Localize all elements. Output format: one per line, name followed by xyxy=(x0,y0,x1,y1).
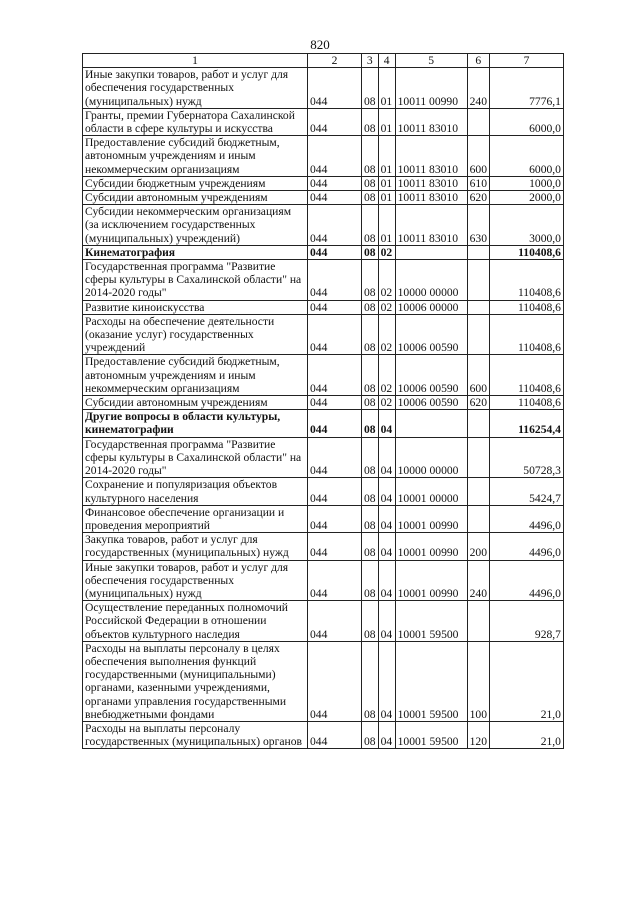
row-amount-cell: 6000,0 xyxy=(489,108,563,135)
row-target-cell: 10011 83010 xyxy=(395,136,467,177)
row-code-cell: 044 xyxy=(308,108,362,135)
row-code-cell: 044 xyxy=(308,533,362,560)
row-subsection-cell: 02 xyxy=(378,300,395,314)
row-section-cell: 08 xyxy=(362,560,379,601)
row-subsection-cell: 04 xyxy=(378,410,395,437)
table-header-row xyxy=(83,54,564,68)
row-kind-cell xyxy=(467,245,489,259)
table-row xyxy=(83,245,564,259)
row-code-cell: 044 xyxy=(308,437,362,478)
row-name-cell: Расходы на обеспечение деятельности (оказание услуг) государственных учреждений xyxy=(83,314,308,355)
row-name-cell: Финансовое обеспечение организации и проведения мероприятий xyxy=(83,505,308,532)
table-row xyxy=(83,721,564,748)
row-subsection-cell: 01 xyxy=(378,176,395,190)
row-section-cell: 08 xyxy=(362,641,379,721)
row-amount-cell: 4496,0 xyxy=(489,560,563,601)
row-subsection-cell: 02 xyxy=(378,314,395,355)
table-row xyxy=(83,260,564,301)
row-section-cell: 08 xyxy=(362,505,379,532)
row-kind-cell xyxy=(467,478,489,505)
row-code-cell: 044 xyxy=(308,355,362,396)
row-target-cell: 10006 00590 xyxy=(395,314,467,355)
row-name-cell: Государственная программа "Развитие сферы культуры в Сахалинской области" на 2014-2020 годы" xyxy=(83,437,308,478)
row-name-cell: Гранты, премии Губернатора Сахалинской области в сфере культуры и искусства xyxy=(83,108,308,135)
row-subsection-cell: 02 xyxy=(378,396,395,410)
row-code-cell: 044 xyxy=(308,136,362,177)
row-subsection-cell: 01 xyxy=(378,68,395,109)
row-name-cell: Закупка товаров, работ и услуг для государственных (муниципальных) нужд xyxy=(83,533,308,560)
row-target-cell: 10011 00990 xyxy=(395,68,467,109)
table-row xyxy=(83,560,564,601)
row-amount-cell: 116254,4 xyxy=(489,410,563,437)
row-name-cell: Субсидии бюджетным учреждениям xyxy=(83,176,308,190)
row-target-cell: 10001 59500 xyxy=(395,601,467,642)
table-row xyxy=(83,410,564,437)
table-row xyxy=(83,533,564,560)
row-target-cell: 10000 00000 xyxy=(395,260,467,301)
row-name-cell: Субсидии автономным учреждениям xyxy=(83,191,308,205)
row-kind-cell: 610 xyxy=(467,176,489,190)
table-row xyxy=(83,300,564,314)
row-subsection-cell: 02 xyxy=(378,355,395,396)
row-code-cell: 044 xyxy=(308,396,362,410)
column-header: 1 xyxy=(83,54,308,68)
row-code-cell: 044 xyxy=(308,260,362,301)
row-code-cell: 044 xyxy=(308,68,362,109)
row-subsection-cell: 02 xyxy=(378,260,395,301)
row-target-cell: 10011 83010 xyxy=(395,176,467,190)
column-header: 6 xyxy=(467,54,489,68)
row-amount-cell: 6000,0 xyxy=(489,136,563,177)
row-code-cell: 044 xyxy=(308,478,362,505)
row-subsection-cell: 04 xyxy=(378,437,395,478)
row-kind-cell: 630 xyxy=(467,205,489,246)
row-kind-cell: 620 xyxy=(467,396,489,410)
row-amount-cell: 4496,0 xyxy=(489,505,563,532)
row-target-cell: 10000 00000 xyxy=(395,437,467,478)
row-target-cell: 10001 59500 xyxy=(395,641,467,721)
row-code-cell: 044 xyxy=(308,176,362,190)
row-code-cell: 044 xyxy=(308,601,362,642)
table-row xyxy=(83,478,564,505)
row-amount-cell: 3000,0 xyxy=(489,205,563,246)
row-kind-cell: 600 xyxy=(467,136,489,177)
row-name-cell: Расходы на выплаты персоналу государственных (муниципальных) органов xyxy=(83,721,308,748)
row-section-cell: 08 xyxy=(362,601,379,642)
row-target-cell: 10001 00000 xyxy=(395,478,467,505)
row-target-cell xyxy=(395,410,467,437)
row-section-cell: 08 xyxy=(362,108,379,135)
table-row xyxy=(83,641,564,721)
table-row xyxy=(83,601,564,642)
row-name-cell: Кинематография xyxy=(83,245,308,259)
row-section-cell: 08 xyxy=(362,533,379,560)
row-target-cell: 10011 83010 xyxy=(395,191,467,205)
column-header: 2 xyxy=(308,54,362,68)
row-code-cell: 044 xyxy=(308,410,362,437)
row-kind-cell xyxy=(467,260,489,301)
row-target-cell: 10006 00590 xyxy=(395,396,467,410)
row-amount-cell: 4496,0 xyxy=(489,533,563,560)
row-amount-cell: 5424,7 xyxy=(489,478,563,505)
row-section-cell: 08 xyxy=(362,205,379,246)
row-name-cell: Другие вопросы в области культуры, кинематографии xyxy=(83,410,308,437)
row-kind-cell xyxy=(467,437,489,478)
row-kind-cell xyxy=(467,410,489,437)
row-amount-cell: 110408,6 xyxy=(489,300,563,314)
row-kind-cell xyxy=(467,108,489,135)
row-amount-cell: 110408,6 xyxy=(489,396,563,410)
row-code-cell: 044 xyxy=(308,560,362,601)
row-kind-cell xyxy=(467,300,489,314)
table-row xyxy=(83,191,564,205)
row-amount-cell: 110408,6 xyxy=(489,314,563,355)
row-kind-cell: 100 xyxy=(467,641,489,721)
row-kind-cell: 200 xyxy=(467,533,489,560)
row-subsection-cell: 01 xyxy=(378,136,395,177)
row-subsection-cell: 04 xyxy=(378,560,395,601)
row-name-cell: Иные закупки товаров, работ и услуг для обеспечения государственных (муниципальных) нужд xyxy=(83,560,308,601)
row-section-cell: 08 xyxy=(362,396,379,410)
row-amount-cell: 2000,0 xyxy=(489,191,563,205)
row-kind-cell: 600 xyxy=(467,355,489,396)
column-header: 7 xyxy=(489,54,563,68)
row-target-cell: 10001 00990 xyxy=(395,560,467,601)
row-amount-cell: 50728,3 xyxy=(489,437,563,478)
row-section-cell: 08 xyxy=(362,355,379,396)
row-subsection-cell: 02 xyxy=(378,245,395,259)
row-subsection-cell: 04 xyxy=(378,601,395,642)
row-target-cell: 10001 59500 xyxy=(395,721,467,748)
row-section-cell: 08 xyxy=(362,410,379,437)
table-row xyxy=(83,396,564,410)
row-target-cell xyxy=(395,245,467,259)
row-name-cell: Осуществление переданных полномочий Российской Федерации в отношении объектов культурного наследия xyxy=(83,601,308,642)
table-row xyxy=(83,68,564,109)
row-amount-cell: 110408,6 xyxy=(489,245,563,259)
row-subsection-cell: 01 xyxy=(378,191,395,205)
row-subsection-cell: 04 xyxy=(378,505,395,532)
row-subsection-cell: 04 xyxy=(378,478,395,505)
row-name-cell: Сохранение и популяризация объектов культурного населения xyxy=(83,478,308,505)
row-kind-cell xyxy=(467,601,489,642)
row-code-cell: 044 xyxy=(308,205,362,246)
row-amount-cell: 928,7 xyxy=(489,601,563,642)
table-body xyxy=(83,68,564,749)
row-subsection-cell: 04 xyxy=(378,533,395,560)
row-name-cell: Предоставление субсидий бюджетным, автономным учреждениям и иным некоммерческим организациям xyxy=(83,355,308,396)
row-amount-cell: 21,0 xyxy=(489,721,563,748)
row-name-cell: Иные закупки товаров, работ и услуг для обеспечения государственных (муниципальных) нужд xyxy=(83,68,308,109)
row-section-cell: 08 xyxy=(362,478,379,505)
row-amount-cell: 110408,6 xyxy=(489,355,563,396)
row-subsection-cell: 01 xyxy=(378,108,395,135)
table-row xyxy=(83,314,564,355)
row-section-cell: 08 xyxy=(362,260,379,301)
row-amount-cell: 7776,1 xyxy=(489,68,563,109)
row-amount-cell: 1000,0 xyxy=(489,176,563,190)
row-subsection-cell: 04 xyxy=(378,641,395,721)
table-row xyxy=(83,205,564,246)
row-code-cell: 044 xyxy=(308,191,362,205)
row-target-cell: 10011 83010 xyxy=(395,108,467,135)
row-name-cell: Развитие киноискусства xyxy=(83,300,308,314)
table-row xyxy=(83,108,564,135)
row-target-cell: 10011 83010 xyxy=(395,205,467,246)
row-name-cell: Расходы на выплаты персоналу в целях обеспечения выполнения функций государственными (муниципальными) органами, казенными учреждениями, органами управления государственными внебюджетными фондами xyxy=(83,641,308,721)
row-section-cell: 08 xyxy=(362,245,379,259)
row-name-cell: Субсидии автономным учреждениям xyxy=(83,396,308,410)
row-subsection-cell: 04 xyxy=(378,721,395,748)
budget-table xyxy=(82,53,564,749)
row-target-cell: 10006 00000 xyxy=(395,300,467,314)
row-kind-cell: 240 xyxy=(467,560,489,601)
row-target-cell: 10001 00990 xyxy=(395,505,467,532)
table-row xyxy=(83,136,564,177)
row-code-cell: 044 xyxy=(308,505,362,532)
row-code-cell: 044 xyxy=(308,300,362,314)
row-code-cell: 044 xyxy=(308,245,362,259)
row-section-cell: 08 xyxy=(362,721,379,748)
row-kind-cell: 620 xyxy=(467,191,489,205)
column-header: 4 xyxy=(378,54,395,68)
row-code-cell: 044 xyxy=(308,314,362,355)
table-row xyxy=(83,437,564,478)
row-section-cell: 08 xyxy=(362,176,379,190)
row-name-cell: Государственная программа "Развитие сферы культуры в Сахалинской области" на 2014-2020 годы" xyxy=(83,260,308,301)
column-header: 5 xyxy=(395,54,467,68)
row-kind-cell: 120 xyxy=(467,721,489,748)
row-kind-cell xyxy=(467,505,489,532)
row-amount-cell: 110408,6 xyxy=(489,260,563,301)
row-section-cell: 08 xyxy=(362,314,379,355)
table-row xyxy=(83,355,564,396)
row-name-cell: Субсидии некоммерческим организациям (за исключением государственных (муниципальных) учреждений) xyxy=(83,205,308,246)
row-code-cell: 044 xyxy=(308,721,362,748)
row-section-cell: 08 xyxy=(362,300,379,314)
row-kind-cell xyxy=(467,314,489,355)
row-name-cell: Предоставление субсидий бюджетным, автономным учреждениям и иным некоммерческим организациям xyxy=(83,136,308,177)
table-row xyxy=(83,176,564,190)
page-number: 820 xyxy=(310,37,330,52)
row-target-cell: 10006 00590 xyxy=(395,355,467,396)
row-section-cell: 08 xyxy=(362,68,379,109)
row-section-cell: 08 xyxy=(362,136,379,177)
row-kind-cell: 240 xyxy=(467,68,489,109)
row-amount-cell: 21,0 xyxy=(489,641,563,721)
row-target-cell: 10001 00990 xyxy=(395,533,467,560)
row-section-cell: 08 xyxy=(362,437,379,478)
row-subsection-cell: 01 xyxy=(378,205,395,246)
row-section-cell: 08 xyxy=(362,191,379,205)
table-row xyxy=(83,505,564,532)
column-header: 3 xyxy=(362,54,379,68)
row-code-cell: 044 xyxy=(308,641,362,721)
